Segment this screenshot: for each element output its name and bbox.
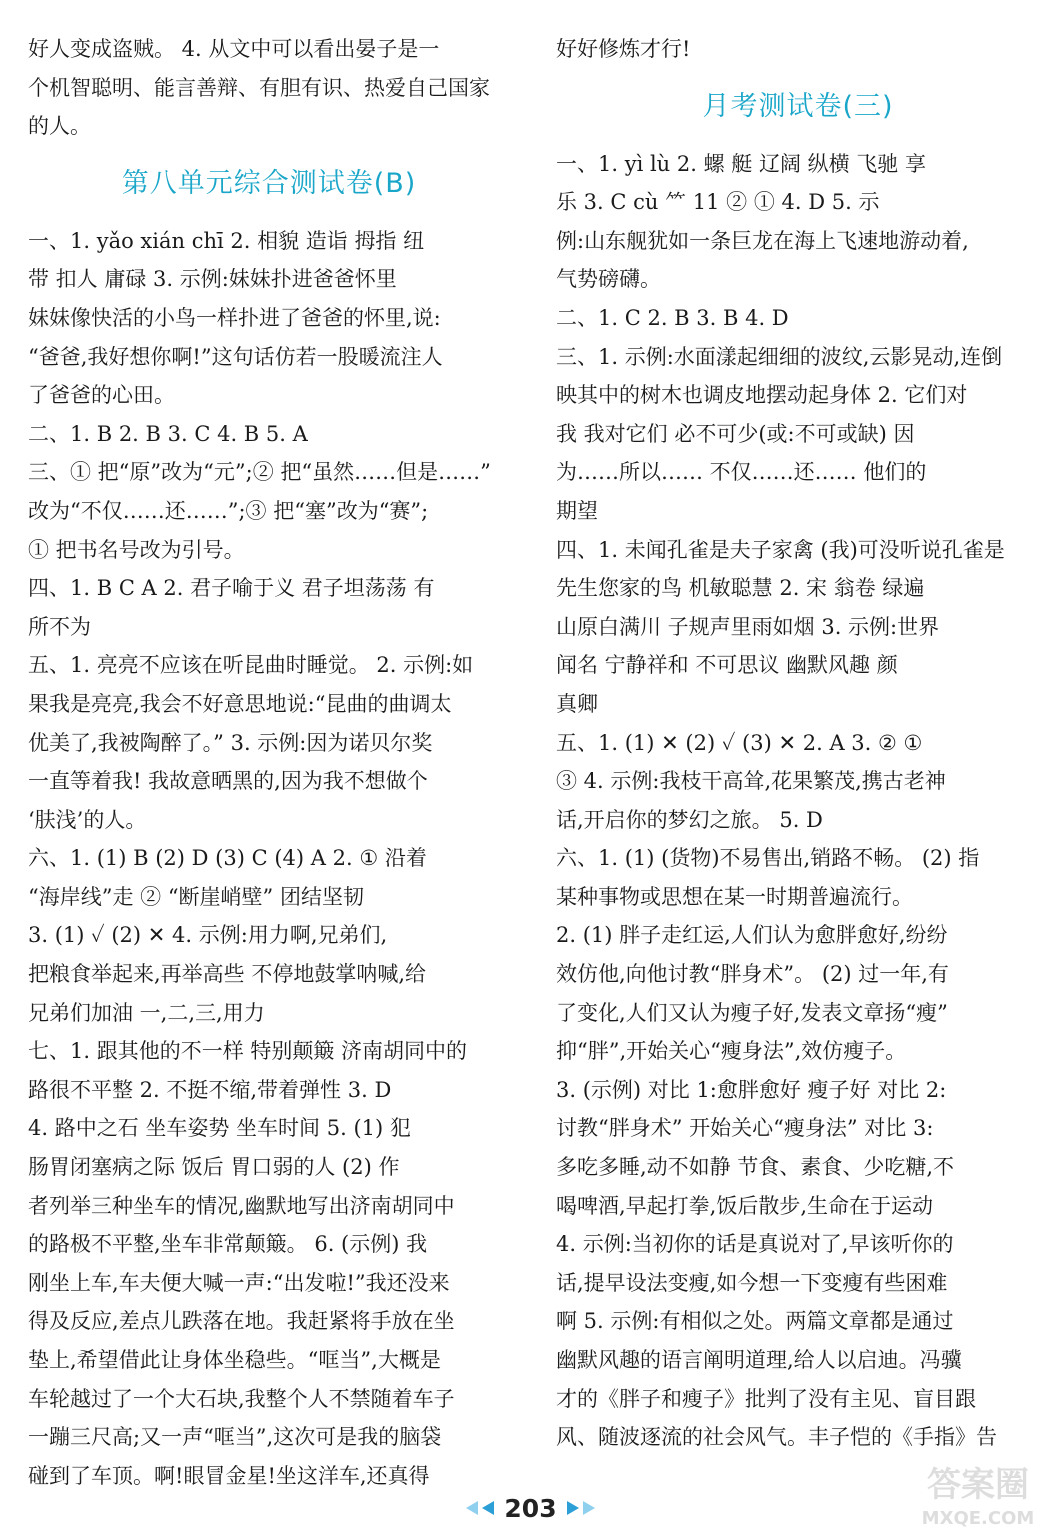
answer-line: 车轮越过了一个大石块,我整个人不禁随着车子 — [28, 1386, 455, 1411]
answer-line: 例:山东舰犹如一条巨龙在海上飞速地游动着, — [556, 228, 969, 253]
answer-line: 改为“不仅……还……”;③ 把“塞”改为“赛”; — [28, 498, 429, 523]
answer-line: 抑“胖”,开始关心“瘦身法”,效仿瘦子。 — [556, 1039, 907, 1064]
answer-line: 垫上,希望借此让身体坐稳些。“哐当”,大概是 — [28, 1348, 441, 1372]
answer-line: 我 我对它们 必不可少(或:不可或缺) 因 — [556, 421, 915, 446]
answer-line: 啊 5. 示例:有相似之处。两篇文章都是通过 — [556, 1309, 954, 1334]
answer-line: 讨教“胖身术” 开始关心“瘦身法” 对比 3: — [556, 1116, 934, 1141]
answer-line: 3. (1) ✓ (2) ✕ 4. 示例:用力啊,兄弟们, — [28, 923, 388, 948]
answer-line: 碰到了车顶。啊!眼冒金星!坐这洋车,还真得 — [28, 1463, 430, 1488]
answer-line: 的人。 — [28, 114, 91, 139]
answer-line: 3. (示例) 对比 1:愈胖愈好 瘦子好 对比 2: — [556, 1077, 947, 1102]
answer-line: 乐 3. C cù ⺮ 11 ② ① 4. D 5. 示 — [556, 190, 880, 215]
answer-line: 七、1. 跟其他的不一样 特别颠簸 济南胡同中的 — [28, 1039, 468, 1064]
answer-line: 了变化,人们又认为瘦子好,发表文章扬“瘦” — [556, 1000, 948, 1025]
answer-line: 闻名 宁静祥和 不可思议 幽默风趣 颜 — [556, 653, 898, 678]
answer-line: 山原白满川 子规声里雨如烟 3. 示例:世界 — [556, 614, 940, 639]
answer-line: 4. 路中之石 坐车姿势 坐车时间 5. (1) 犯 — [28, 1116, 411, 1141]
answer-line: 一、1. yǎo xián chī 2. 相貌 造诣 拇指 纽 — [28, 228, 425, 253]
answer-line: 果我是亮亮,我会不好意思地说:“昆曲的曲调太 — [28, 691, 452, 716]
answer-line: 带 扣人 庸碌 3. 示例:妹妹扑进爸爸怀里 — [28, 267, 397, 292]
answer-line: ③ 4. 示例:我枝干高耸,花果繁茂,携古老神 — [556, 769, 946, 794]
answer-line: 的路极不平整,坐车非常颠簸。 6. (示例) 我 — [28, 1232, 428, 1257]
left-column — [28, 30, 510, 1495]
answer-line: 刚坐上车,车夫便大喊一声:“出发啦!”我还没来 — [28, 1270, 450, 1295]
answer-line: 风、随波逐流的社会风气。丰子恺的《手指》告 — [556, 1425, 997, 1450]
answer-line: 气势磅礴。 — [556, 267, 661, 292]
answer-line: 先生您家的鸟 机敏聪慧 2. 宋 翁卷 绿遍 — [556, 576, 925, 601]
answer-line: 一、1. yì lù 2. 螺 艇 辽阔 纵横 飞驰 享 — [556, 151, 926, 176]
answer-line: 五、1. (1) ✕ (2) ✓ (3) ✕ 2. A 3. ② ① — [556, 730, 923, 755]
answer-line: 一直等着我! 我故意晒黑的,因为我不想做个 — [28, 769, 428, 794]
answer-line: 三、① 把“原”改为“元”;② 把“虽然……但是……” — [28, 460, 491, 485]
page-footer — [0, 1490, 1061, 1526]
answer-line: 得及反应,差点儿跌落在地。我赶紧将手放在坐 — [28, 1309, 455, 1334]
answer-line: 路很不平整 2. 不挺不缩,带着弹性 3. D — [28, 1077, 392, 1102]
answer-line: 者列举三种坐车的情况,幽默地写出济南胡同中 — [28, 1193, 455, 1218]
answer-line: 兄弟们加油 一,二,三,用力 — [28, 1000, 265, 1025]
answer-line: 效仿他,向他讨教“胖身术”。 (2) 过一年,有 — [556, 962, 949, 987]
answer-line: 二、1. C 2. B 3. B 4. D — [556, 305, 789, 330]
watermark-text-url: MXQE.COM — [921, 1508, 1035, 1529]
answer-line: 话,开启你的梦幻之旅。 5. D — [556, 807, 823, 832]
answer-line: 好好修炼才行! — [556, 37, 691, 61]
answer-line: ① 把书名号改为引号。 — [28, 537, 245, 562]
answer-line: 把粮食举起来,再举高些 不停地鼓掌呐喊,给 — [28, 962, 427, 987]
answer-line: 某种事物或思想在某一时期普遍流行。 — [556, 884, 913, 909]
answer-line: 才的《胖子和瘦子》批判了没有主见、盲目跟 — [556, 1386, 976, 1411]
answer-line: “海岸线”走 ② “断崖峭壁” 团结坚韧 — [28, 884, 364, 909]
answer-line: 妹妹像快活的小鸟一样扑进了爸爸的怀里,说: — [28, 305, 441, 330]
answer-line: 五、1. 亮亮不应该在听昆曲时睡觉。 2. 示例:如 — [28, 653, 474, 678]
watermark-text-main: 答案圈 — [927, 1465, 1029, 1505]
answer-line: 映其中的树木也调皮地摆动起身体 2. 它们对 — [556, 383, 968, 408]
section-heading: 月考测试卷(三) — [702, 90, 894, 122]
section-heading: 第八单元综合测试卷(B) — [121, 167, 417, 199]
watermark-logo — [903, 1458, 1053, 1534]
answer-line: 话,提早设法变瘦,如今想一下变瘦有些困难 — [556, 1270, 948, 1295]
answer-line: ‘肤浅’的人。 — [28, 807, 147, 832]
answer-line: 幽默风趣的语言阐明道理,给人以启迪。冯骥 — [556, 1348, 962, 1372]
answer-line: 四、1. B C A 2. 君子喻于义 君子坦荡荡 有 — [28, 576, 435, 601]
answer-line: “爸爸,我好想你啊!”这句话仿若一股暖流注人 — [28, 344, 443, 369]
answer-line: 一蹦三尺高;又一声“哐当”,这次可是我的脑袋 — [28, 1425, 442, 1450]
answer-line: 2. (1) 胖子走红运,人们认为愈胖愈好,纷纷 — [556, 923, 948, 948]
answer-line: 二、1. B 2. B 3. C 4. B 5. A — [28, 421, 308, 446]
answer-line: 为……所以…… 不仅……还…… 他们的 — [556, 460, 927, 485]
answer-line: 好人变成盗贼。 4. 从文中可以看出晏子是一 — [28, 37, 440, 61]
answer-line: 三、1. 示例:水面漾起细细的波纹,云影晃动,连倒 — [556, 344, 1003, 369]
answer-line: 六、1. (1) (货物)不易售出,销路不畅。 (2) 指 — [556, 846, 980, 871]
answer-line: 肠胃闭塞病之际 饭后 胃口弱的人 (2) 作 — [28, 1155, 400, 1180]
next-arrows-icon — [563, 1499, 599, 1517]
prev-arrows-icon — [462, 1499, 498, 1517]
answer-line: 个机智聪明、能言善辩、有胆有识、热爱自己国家 — [28, 75, 490, 100]
answer-line: 真卿 — [556, 691, 598, 716]
answer-line: 期望 — [556, 498, 598, 523]
page-number: 203 — [504, 1493, 557, 1523]
right-column — [556, 30, 1040, 1457]
answer-line: 优美了,我被陶醉了。” 3. 示例:因为诺贝尔奖 — [28, 730, 433, 755]
answer-line: 六、1. (1) B (2) D (3) C (4) A 2. ① 沿着 — [28, 846, 427, 871]
answer-line: 4. 示例:当初你的话是真说对了,早该听你的 — [556, 1232, 954, 1257]
answer-line: 了爸爸的心田。 — [28, 383, 175, 408]
answer-line: 四、1. 未闻孔雀是夫子家禽 (我)可没听说孔雀是 — [556, 537, 1005, 562]
answer-line: 所不为 — [28, 614, 91, 639]
answer-line: 多吃多睡,动不如静 节食、素食、少吃糖,不 — [556, 1155, 955, 1180]
answer-line: 喝啤酒,早起打拳,饭后散步,生命在于运动 — [556, 1193, 934, 1218]
